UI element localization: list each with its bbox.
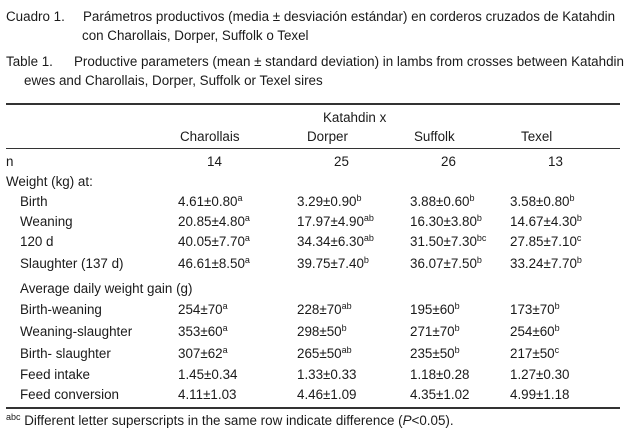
table-top-rule <box>6 103 620 105</box>
cell-value: 40.05±7.70 <box>178 234 245 249</box>
significance-superscript: b <box>341 323 347 333</box>
cell-value: 307±62 <box>178 346 223 361</box>
row-label: Average daily weight gain (g) <box>20 281 193 296</box>
cell-value: 3.58±0.80 <box>510 194 570 209</box>
significance-superscript: b <box>356 193 362 203</box>
table-cell <box>297 254 369 273</box>
significance-superscript: a <box>222 345 228 355</box>
table-cell <box>510 300 560 319</box>
cell-value: 25 <box>334 154 349 169</box>
row-label: Weaning-slaughter <box>20 324 133 339</box>
row-label: Weaning <box>20 214 73 229</box>
cell-value: 4.35±1.02 <box>410 387 470 402</box>
significance-superscript: ab <box>363 213 374 223</box>
footnote-text: Different letter superscripts in the same row indicate difference ( <box>24 413 403 428</box>
table-cell <box>548 152 563 171</box>
row-label: Birth-weaning <box>20 302 102 317</box>
cell-value: 353±60 <box>178 324 223 339</box>
significance-superscript: a <box>222 323 228 333</box>
significance-superscript: a <box>237 193 243 203</box>
cell-value: 36.07±7.50 <box>410 256 477 271</box>
cell-value: 13 <box>548 154 563 169</box>
significance-superscript: b <box>454 323 460 333</box>
caption-spanish-line-1: Parámetros productivos (media ± desviación estándar) en corderos cruzados de Katahdin <box>83 9 616 24</box>
table-cell <box>178 344 228 363</box>
table-header-rule <box>6 148 620 149</box>
table-cell <box>510 365 569 384</box>
row-label: Slaughter (137 d) <box>20 256 124 271</box>
significance-superscript: b <box>576 213 582 223</box>
table-cell <box>178 232 250 251</box>
caption-english-line-2: ewes and Charollais, Dorper, Suffolk or Texel sires <box>24 73 323 88</box>
significance-superscript: ab <box>363 233 374 243</box>
table-cell <box>410 300 460 319</box>
cell-value: 4.46±1.09 <box>297 387 357 402</box>
table-cell <box>297 344 352 363</box>
table-cell <box>178 212 250 231</box>
cell-value: 46.61±8.50 <box>178 256 245 271</box>
cell-value: 39.75±7.40 <box>297 256 364 271</box>
significance-superscript: ab <box>341 301 352 311</box>
caption-english-label: Table 1. <box>6 54 53 69</box>
cell-value: 265±50 <box>297 346 342 361</box>
row-label: Birth- slaughter <box>20 346 111 361</box>
cell-value: 16.30±3.80 <box>410 214 477 229</box>
significance-superscript: a <box>244 213 250 223</box>
cell-value: 195±60 <box>410 302 455 317</box>
table-cell <box>410 212 482 231</box>
cell-value: 20.85±4.80 <box>178 214 245 229</box>
caption-english-line-1: Productive parameters (mean ± standard deviation) in lambs from crosses between Katahdin <box>74 54 624 69</box>
table-cell <box>510 385 569 404</box>
cell-value: 254±60 <box>510 324 555 339</box>
cell-value: 4.99±1.18 <box>510 387 570 402</box>
row-label: Birth <box>20 194 48 209</box>
cell-value: 1.27±0.30 <box>510 367 570 382</box>
table-cell <box>441 152 456 171</box>
footnote-text-end: <0.05). <box>411 413 454 428</box>
cell-value: 4.11±1.03 <box>178 387 237 402</box>
table-cell <box>410 344 460 363</box>
cell-value: 3.88±0.60 <box>410 194 470 209</box>
table-cell <box>410 192 475 211</box>
significance-superscript: b <box>476 255 482 265</box>
significance-superscript: b <box>554 301 560 311</box>
significance-superscript: ab <box>341 345 352 355</box>
cell-value: 235±50 <box>410 346 455 361</box>
column-header: Texel <box>521 129 553 144</box>
cell-value: 34.34±6.30 <box>297 234 364 249</box>
row-label: Feed conversion <box>20 387 119 402</box>
table-cell <box>410 254 482 273</box>
table-cell <box>297 322 347 341</box>
column-header: Suffolk <box>414 129 455 144</box>
table-cell <box>410 385 469 404</box>
significance-superscript: a <box>222 301 228 311</box>
table-cell <box>410 365 469 384</box>
table-cell <box>178 192 243 211</box>
table-cell <box>410 322 460 341</box>
cell-value: 17.97±4.90 <box>297 214 364 229</box>
table-cell <box>178 254 250 273</box>
significance-superscript: b <box>476 213 482 223</box>
row-label: Weight (kg) at: <box>6 174 93 189</box>
significance-superscript: b <box>469 193 475 203</box>
cell-value: 228±70 <box>297 302 342 317</box>
table-cell <box>178 385 236 404</box>
row-label: 120 d <box>20 234 54 249</box>
table-cell <box>510 344 559 363</box>
significance-superscript: b <box>454 345 460 355</box>
cell-value: 254±70 <box>178 302 223 317</box>
table-cell <box>297 232 374 251</box>
table-cell <box>510 322 560 341</box>
significance-superscript: b <box>554 323 560 333</box>
table-cell <box>510 192 575 211</box>
significance-superscript: b <box>454 301 460 311</box>
table-cell <box>334 152 349 171</box>
row-label: n <box>6 154 14 169</box>
table-cell <box>297 385 356 404</box>
table-cell <box>510 254 582 273</box>
cell-value: 271±70 <box>410 324 455 339</box>
table-cell <box>297 192 362 211</box>
cell-value: 1.45±0.34 <box>178 367 238 382</box>
significance-superscript: b <box>363 255 369 265</box>
table-bottom-rule <box>6 407 620 409</box>
significance-superscript: b <box>576 255 582 265</box>
caption-spanish-label: Cuadro 1. <box>6 9 65 24</box>
caption-spanish-line-2: con Charollais, Dorper, Suffolk o Texel <box>82 28 309 43</box>
caption-english <box>6 52 622 90</box>
significance-superscript: a <box>244 255 250 265</box>
footnote-p-italic: P <box>402 413 412 428</box>
table-cell <box>410 232 486 251</box>
significance-superscript: b <box>569 193 575 203</box>
significance-superscript: a <box>244 233 250 243</box>
group-header: Katahdin x <box>323 110 387 125</box>
table-cell <box>178 300 228 319</box>
significance-superscript: c <box>576 233 582 243</box>
table-cell <box>297 300 352 319</box>
row-label: Feed intake <box>20 367 90 382</box>
significance-superscript: bc <box>476 233 487 243</box>
cell-value: 31.50±7.30 <box>410 234 477 249</box>
cell-value: 173±70 <box>510 302 555 317</box>
table-cell <box>207 152 222 171</box>
table-cell <box>178 322 228 341</box>
footnote-superscript: abc <box>6 412 21 422</box>
table-cell <box>510 232 581 251</box>
cell-value: 4.61±0.80 <box>178 194 238 209</box>
cell-value: 1.33±0.33 <box>297 367 357 382</box>
caption-spanish <box>6 7 622 45</box>
cell-value: 27.85±7.10 <box>510 234 577 249</box>
cell-value: 217±50 <box>510 346 555 361</box>
cell-value: 33.24±7.70 <box>510 256 577 271</box>
cell-value: 26 <box>441 154 456 169</box>
table-cell <box>297 365 356 384</box>
cell-value: 14.67±4.30 <box>510 214 577 229</box>
cell-value: 3.29±0.90 <box>297 194 357 209</box>
table-cell <box>297 212 374 231</box>
cell-value: 1.18±0.28 <box>410 367 470 382</box>
significance-superscript: c <box>554 345 560 355</box>
cell-value: 298±50 <box>297 324 342 339</box>
column-header: Charollais <box>180 129 240 144</box>
table-cell <box>178 365 237 384</box>
table-cell <box>510 212 582 231</box>
cell-value: 14 <box>207 154 222 169</box>
column-header: Dorper <box>307 129 348 144</box>
footnote <box>6 411 454 430</box>
